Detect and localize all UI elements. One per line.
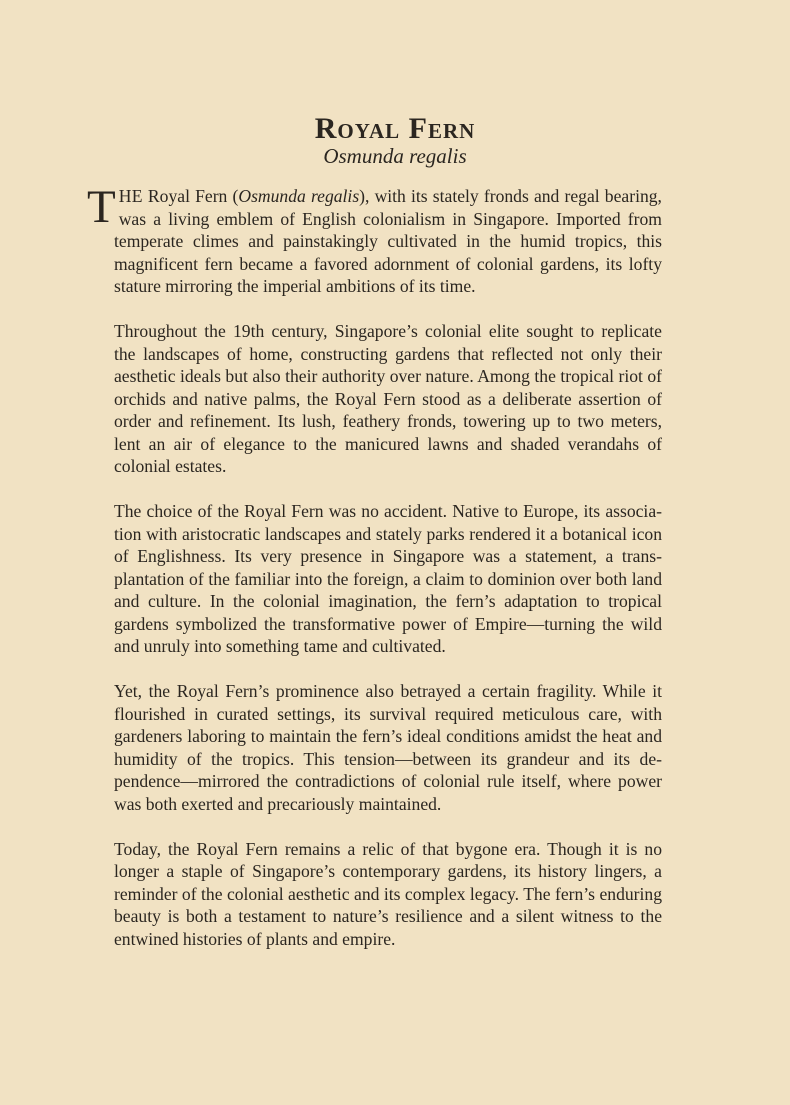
article-body xyxy=(87,181,662,973)
scientific-name-subtitle: Osmunda regalis xyxy=(323,144,467,168)
lead-word: HE xyxy=(118,186,143,206)
intro-text-start: Royal Fern ( xyxy=(142,186,239,206)
page-title: Royal Fern xyxy=(314,112,476,145)
paragraph-fragility: Yet, the Royal Fern’s prominence also betrayed a certain fragility. While it flourished in curated settings, its survival required meticulous care, with gardeners laboring to maintain the fern’s ideal conditions amidst the heat and humidity of the tropics. This tension—between its grandeur and its dependence—mirrored the contradictions of colonial rule itself, where power was both exerted and precariously maintained. xyxy=(114,681,662,814)
paragraph-legacy: Today, the Royal Fern remains a relic of that bygone era. Though it is no longer a staple of Singapore’s contemporary gardens, its history lingers, a reminder of the colonial aesthetic and its complex legacy. The fern’s enduring beauty is both a testament to nature’s resilience and a silent witness to the entwined histories of plants and empire. xyxy=(114,838,662,949)
paragraph-intro xyxy=(87,181,662,298)
paragraph-symbolism: The choice of the Royal Fern was no accident. Native to Europe, its association with aristocratic landscapes and stately parks rendered it a botanical icon of Englishness. Its very presence in Singapore was a statement, a transplantation of the familiar into the foreign, a claim to dominion over both land and culture. In the colonial imagination, the fern’s adaptation to tropical gardens symbolized the transformative power of Empire—turning the wild and unruly into something tame and cultivated. xyxy=(114,501,662,656)
intro-text-end: ), with its stately fronds and regal bearing, was a living emblem of English colonialism in Singapore. Imported from temperate climes and painstakingly cultivated in the humid tropics, this magnificent fern became a favored adornment of colonial gardens, its lofty stature mirroring the imperial ambitions of its time. xyxy=(114,186,662,296)
drop-cap: T xyxy=(87,181,116,233)
paragraph-history: Throughout the 19th century, Singapore’s colonial elite sought to replicate the landscapes of home, constructing gardens that reflected not only their aesthetic ideals but also their authority over nature. Among the tropical riot of orchids and native palms, the Royal Fern stood as a deliberate assertion of order and refinement. Its lush, feathery fronds, towering up to two meters, lent an air of elegance to the manicured lawns and shaded verandahs of colonial estates. xyxy=(114,321,662,476)
intro-scientific-name: Osmunda regalis xyxy=(238,186,360,206)
